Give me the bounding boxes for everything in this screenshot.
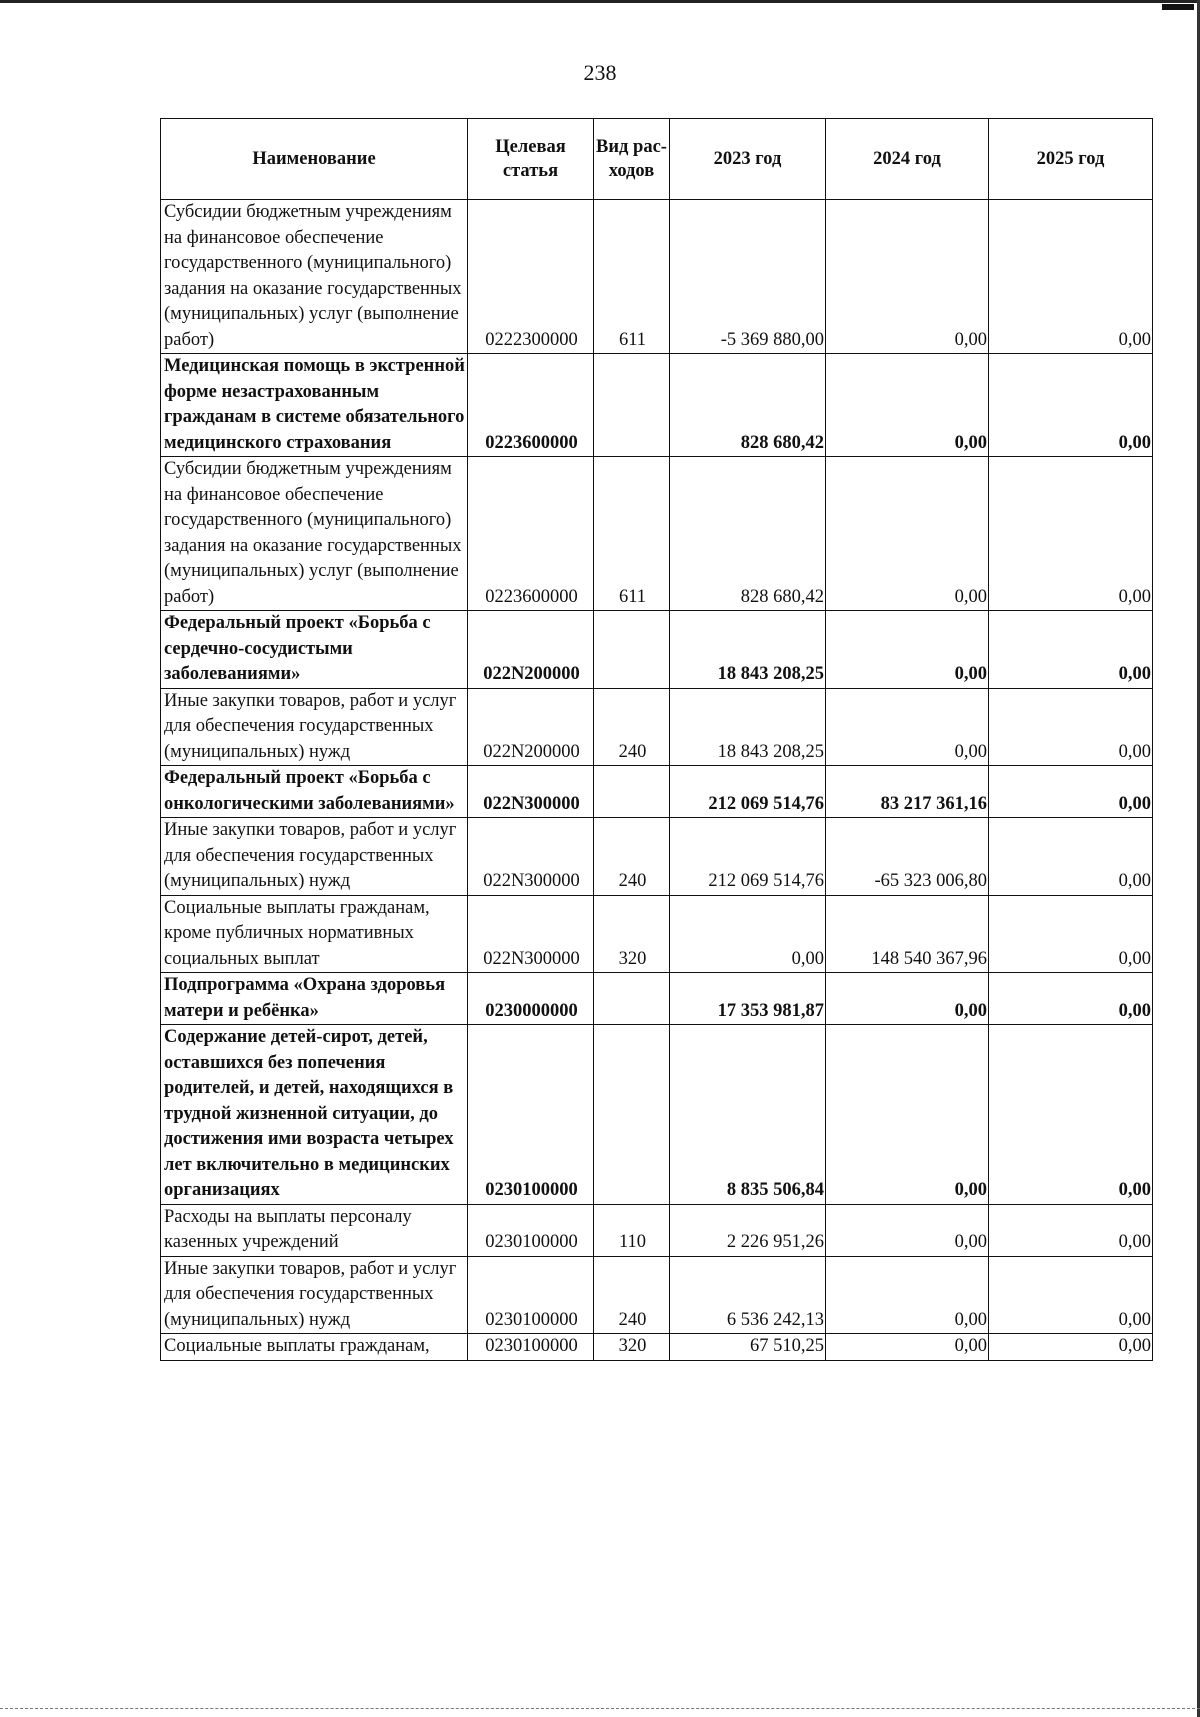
row-name: Медицинская помощь в экстренной форме незастрахованным гражданам в системе обязательного медицинского страхования <box>161 354 468 457</box>
row-amount-2023: 212 069 514,76 <box>670 766 826 818</box>
table-row <box>161 895 1153 973</box>
row-target-article: 022N200000 <box>468 611 594 689</box>
row-amount-2023: -5 369 880,00 <box>670 200 826 354</box>
table-row <box>161 611 1153 689</box>
row-amount-2023: 212 069 514,76 <box>670 818 826 896</box>
row-target-article: 0230100000 <box>468 1025 594 1205</box>
row-expense-type: 110 <box>594 1204 670 1256</box>
row-amount-2025: 0,00 <box>989 818 1153 896</box>
row-name: Социальные выплаты гражданам, <box>161 1334 468 1361</box>
row-expense-type <box>594 1025 670 1205</box>
row-target-article: 022N300000 <box>468 895 594 973</box>
row-expense-type <box>594 611 670 689</box>
row-amount-2023: 828 680,42 <box>670 457 826 611</box>
header-2023: 2023 год <box>670 119 826 200</box>
row-name: Иные закупки товаров, работ и услуг для обеспечения государственных (муниципальных) нужд <box>161 688 468 766</box>
row-amount-2023: 8 835 506,84 <box>670 1025 826 1205</box>
scan-edge-top <box>0 0 1200 3</box>
table-row <box>161 688 1153 766</box>
row-name: Социальные выплаты гражданам, кроме публичных нормативных социальных выплат <box>161 895 468 973</box>
row-expense-type <box>594 354 670 457</box>
row-target-article: 0230100000 <box>468 1334 594 1361</box>
row-amount-2023: 67 510,25 <box>670 1334 826 1361</box>
table-row <box>161 1025 1153 1205</box>
page-number: 238 <box>583 60 617 85</box>
row-target-article: 0230000000 <box>468 973 594 1025</box>
row-expense-type: 240 <box>594 1256 670 1334</box>
row-amount-2023: 0,00 <box>670 895 826 973</box>
row-amount-2024: 0,00 <box>826 1204 989 1256</box>
row-target-article: 022N300000 <box>468 766 594 818</box>
table-row <box>161 1256 1153 1334</box>
row-amount-2024: 0,00 <box>826 1256 989 1334</box>
header-2025: 2025 год <box>989 119 1153 200</box>
row-amount-2024: 0,00 <box>826 973 989 1025</box>
table-row <box>161 1204 1153 1256</box>
table-row <box>161 200 1153 354</box>
row-amount-2024: 0,00 <box>826 457 989 611</box>
row-amount-2024: 0,00 <box>826 200 989 354</box>
row-amount-2025: 0,00 <box>989 200 1153 354</box>
row-expense-type: 240 <box>594 688 670 766</box>
row-expense-type: 240 <box>594 818 670 896</box>
row-name: Федеральный проект «Борьба с сердечно-сосудистыми заболеваниями» <box>161 611 468 689</box>
row-name: Субсидии бюджетным учреждениям на финансовое обеспечение государственного (муниципального) задания на оказание государственных (муниципальных) услуг (выполнение работ) <box>161 457 468 611</box>
row-target-article: 0230100000 <box>468 1204 594 1256</box>
row-name: Федеральный проект «Борьба с онкологическими заболеваниями» <box>161 766 468 818</box>
row-amount-2023: 17 353 981,87 <box>670 973 826 1025</box>
row-amount-2025: 0,00 <box>989 1334 1153 1361</box>
row-amount-2025: 0,00 <box>989 973 1153 1025</box>
row-amount-2025: 0,00 <box>989 1025 1153 1205</box>
row-amount-2024: 0,00 <box>826 354 989 457</box>
row-amount-2023: 18 843 208,25 <box>670 688 826 766</box>
row-target-article: 0230100000 <box>468 1256 594 1334</box>
row-expense-type: 320 <box>594 895 670 973</box>
row-amount-2024: 148 540 367,96 <box>826 895 989 973</box>
row-name: Подпрограмма «Охрана здоровья матери и ребёнка» <box>161 973 468 1025</box>
header-name: Наименование <box>161 119 468 200</box>
row-amount-2025: 0,00 <box>989 895 1153 973</box>
row-expense-type <box>594 766 670 818</box>
row-target-article: 022N200000 <box>468 688 594 766</box>
table-body <box>161 200 1153 1361</box>
row-amount-2024: 0,00 <box>826 688 989 766</box>
row-expense-type: 320 <box>594 1334 670 1361</box>
table-row <box>161 1334 1153 1361</box>
row-target-article: 0223600000 <box>468 457 594 611</box>
row-name: Иные закупки товаров, работ и услуг для обеспечения государственных (муниципальных) нужд <box>161 1256 468 1334</box>
row-amount-2023: 18 843 208,25 <box>670 611 826 689</box>
row-amount-2024: 0,00 <box>826 1334 989 1361</box>
row-target-article: 022N300000 <box>468 818 594 896</box>
table-row <box>161 766 1153 818</box>
row-amount-2024: 0,00 <box>826 1025 989 1205</box>
row-amount-2025: 0,00 <box>989 354 1153 457</box>
table-header-row <box>161 119 1153 200</box>
row-expense-type: 611 <box>594 457 670 611</box>
row-name: Содержание детей-сирот, детей, оставшихся без попечения родителей, и детей, находящихся в трудной жизненной ситуации, до достижения ими возраста четырех лет включительно в медицинских организациях <box>161 1025 468 1205</box>
row-amount-2023: 6 536 242,13 <box>670 1256 826 1334</box>
row-name: Расходы на выплаты персоналу казенных учреждений <box>161 1204 468 1256</box>
row-name: Субсидии бюджетным учреждениям на финансовое обеспечение государственного (муниципального) задания на оказание государственных (муниципальных) услуг (выполнение работ) <box>161 200 468 354</box>
row-amount-2025: 0,00 <box>989 1204 1153 1256</box>
scan-edge-bottom <box>0 1708 1200 1709</box>
row-amount-2025: 0,00 <box>989 1256 1153 1334</box>
row-amount-2023: 2 226 951,26 <box>670 1204 826 1256</box>
header-target-article: Целевая статья <box>468 119 594 200</box>
row-amount-2024: -65 323 006,80 <box>826 818 989 896</box>
scan-corner-mark <box>1162 4 1194 10</box>
row-amount-2024: 83 217 361,16 <box>826 766 989 818</box>
row-name: Иные закупки товаров, работ и услуг для обеспечения государственных (муниципальных) нужд <box>161 818 468 896</box>
row-amount-2025: 0,00 <box>989 457 1153 611</box>
row-amount-2025: 0,00 <box>989 688 1153 766</box>
budget-table <box>160 118 1153 1361</box>
header-2024: 2024 год <box>826 119 989 200</box>
row-expense-type <box>594 973 670 1025</box>
row-amount-2023: 828 680,42 <box>670 354 826 457</box>
table-row <box>161 973 1153 1025</box>
row-amount-2025: 0,00 <box>989 766 1153 818</box>
header-expense-type: Вид рас-ходов <box>594 119 670 200</box>
row-expense-type: 611 <box>594 200 670 354</box>
table-row <box>161 354 1153 457</box>
table-row <box>161 457 1153 611</box>
table-row <box>161 818 1153 896</box>
row-amount-2025: 0,00 <box>989 611 1153 689</box>
row-target-article: 0222300000 <box>468 200 594 354</box>
row-amount-2024: 0,00 <box>826 611 989 689</box>
row-target-article: 0223600000 <box>468 354 594 457</box>
